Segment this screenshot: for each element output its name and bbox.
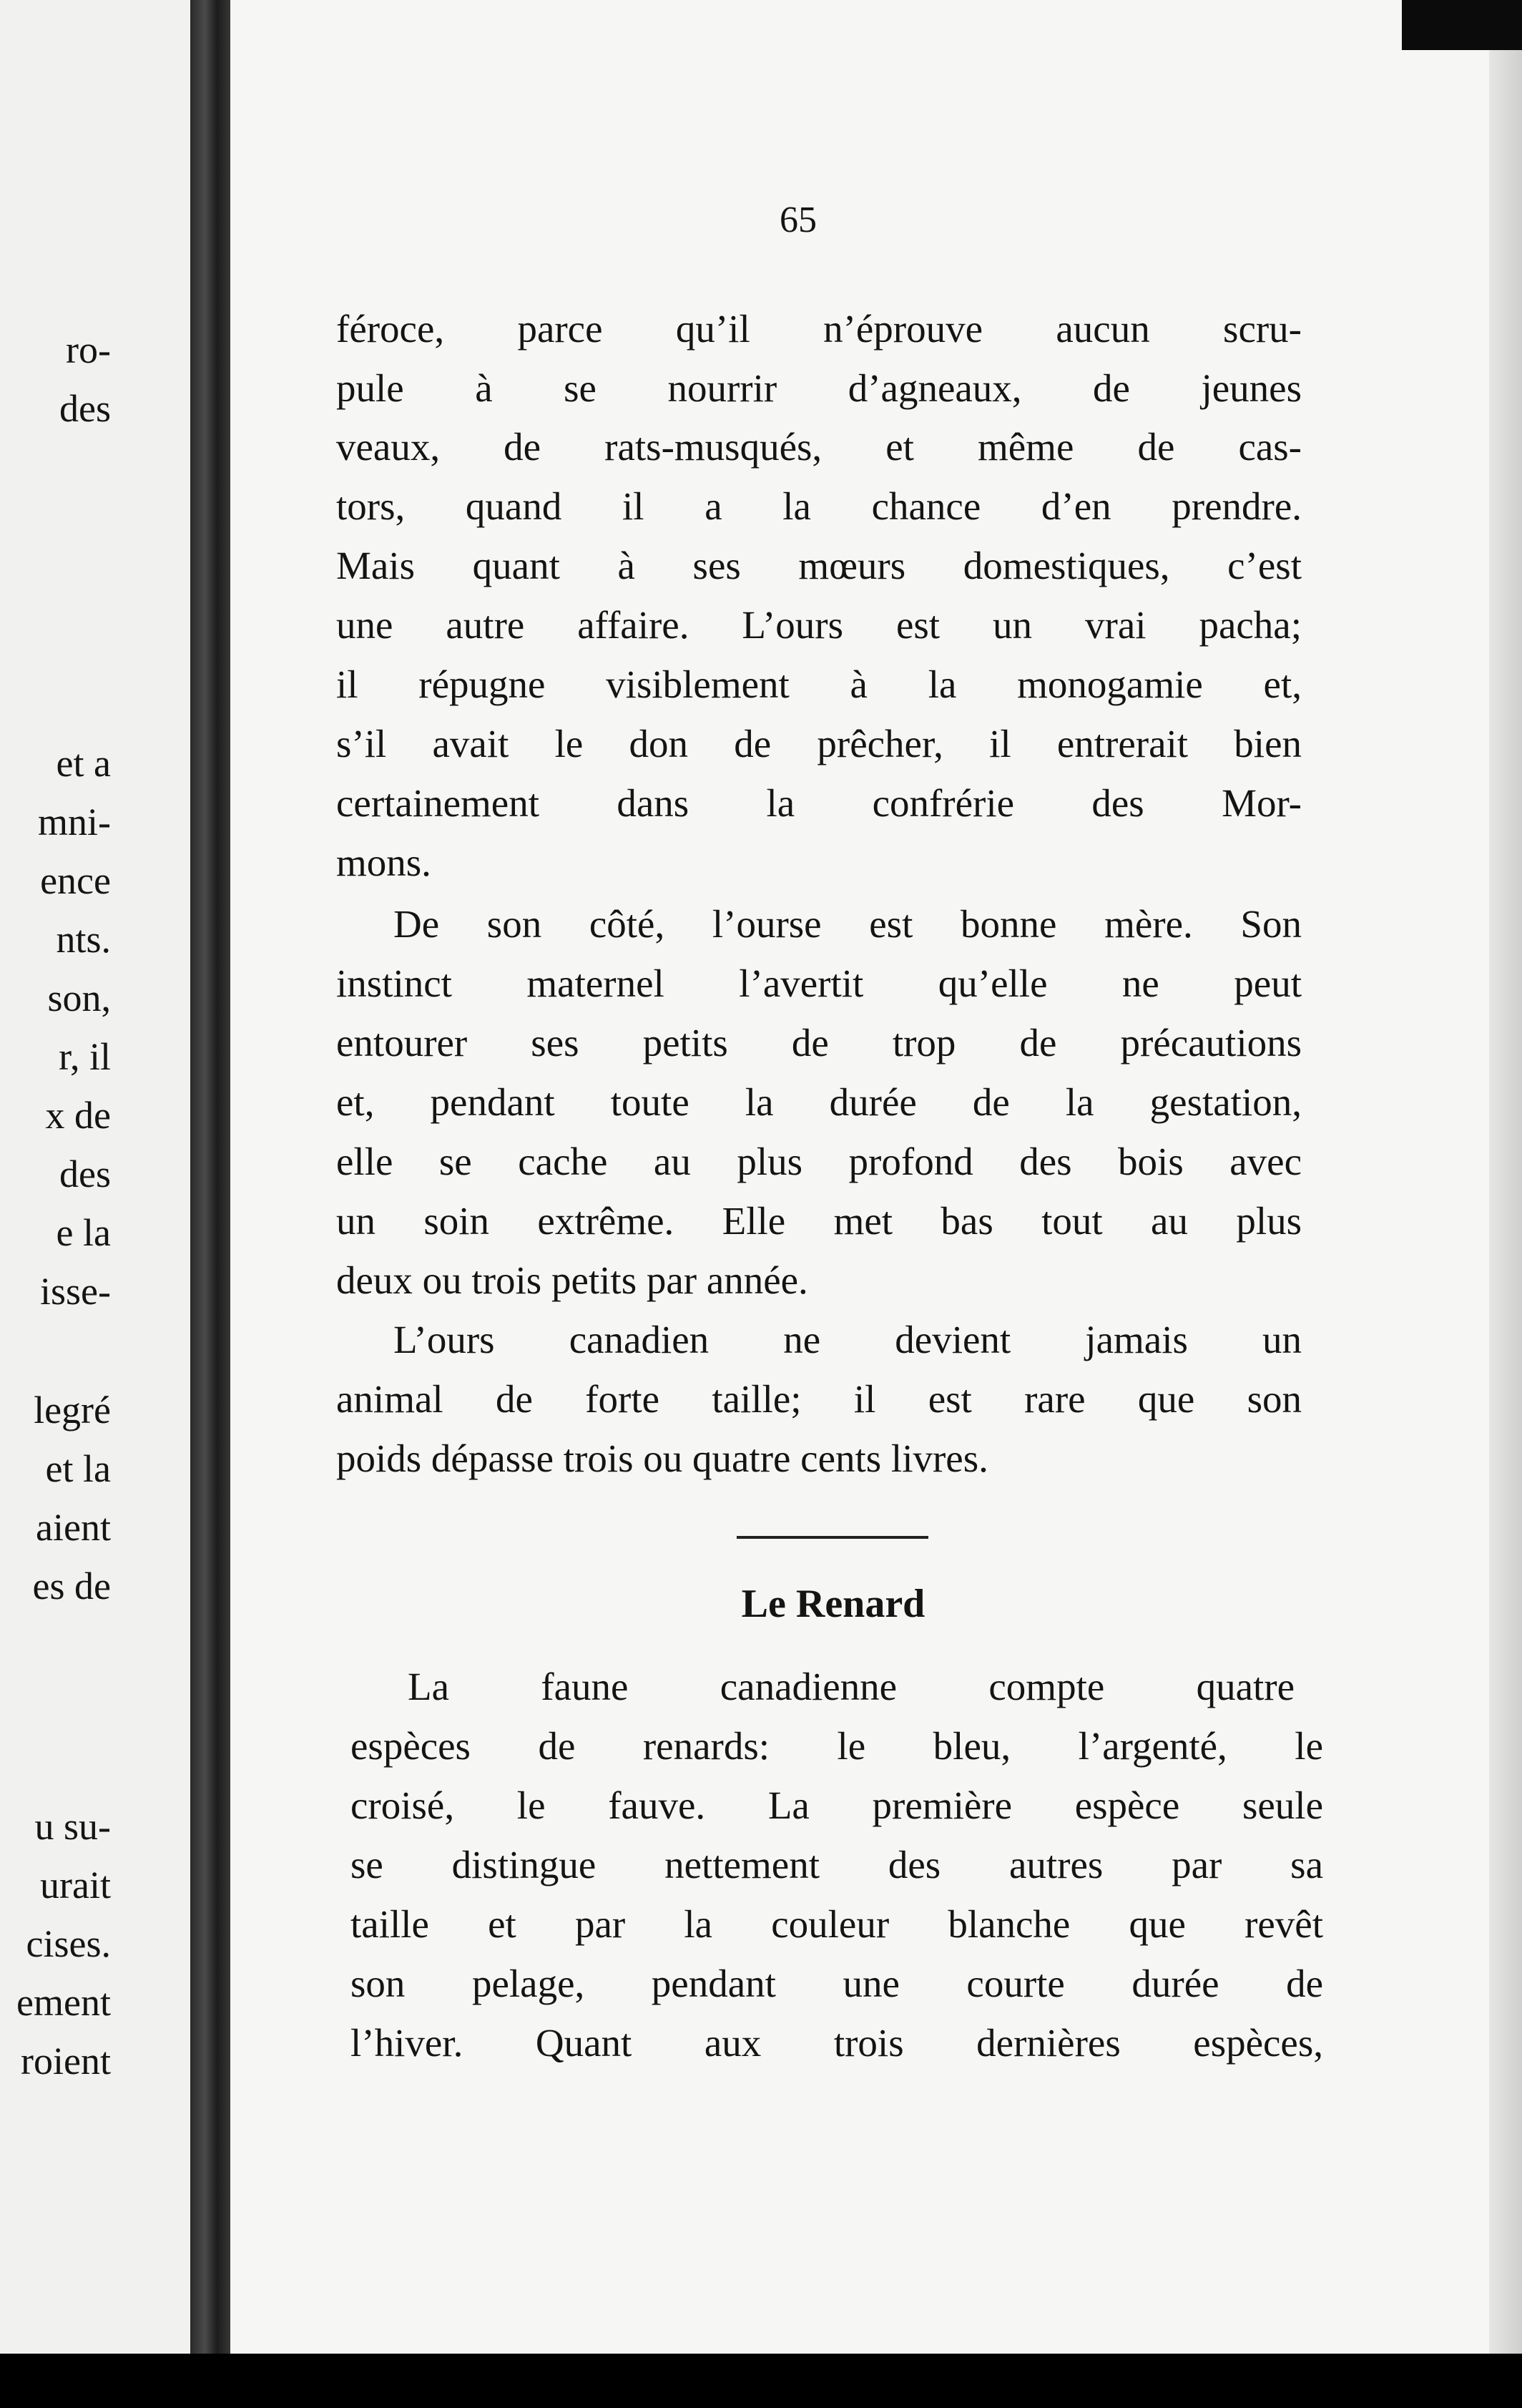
paragraph-line: L’ours canadien ne devient jamais un [393,1318,1302,1361]
book-gutter [190,0,232,2354]
paragraph-line: La faune canadienne compte quatre [408,1665,1295,1708]
paragraph-line: veaux, de rats-musqués, et même de cas- [336,425,1302,469]
left-text-fragment: e la [56,1211,111,1254]
paragraph-line: animal de forte taille; il est rare que son [336,1377,1302,1421]
left-text-fragment: cises. [26,1922,111,1965]
left-text-fragment: ement [16,1981,111,2024]
paragraph-line: et, pendant toute la durée de la gestation, [336,1080,1302,1124]
corner-shadow [1402,0,1522,50]
paragraph-line: féroce, parce qu’il n’éprouve aucun scru- [336,307,1302,351]
left-text-fragment: son, [47,977,111,1019]
left-text-fragment: u su- [34,1805,111,1848]
paragraph-line: s’il avait le don de prêcher, il entrerait bien [336,722,1302,765]
paragraph-line: Mais quant à ses mœurs domestiques, c’est [336,544,1302,587]
paragraph-line: espèces de renards: le bleu, l’argenté, le [350,1724,1323,1768]
left-text-fragment: des [59,1152,111,1195]
paragraph-line: il répugne visiblement à la monogamie et, [336,662,1302,706]
left-text-fragment: es de [32,1565,111,1607]
left-text-fragment: legré [34,1389,111,1431]
left-page [0,0,193,2354]
section-heading: Le Renard [741,1582,926,1626]
paragraph-line: l’hiver. Quant aux trois dernières espèces, [350,2021,1323,2065]
left-text-fragment: x de [45,1094,111,1137]
paragraph-line: pule à se nourrir d’agneaux, de jeunes [336,366,1302,410]
left-text-fragment: ro- [66,328,111,371]
paragraph-line: taille et par la couleur blanche que revêt [350,1902,1323,1946]
left-text-fragment: et la [45,1447,111,1490]
paragraph-line: une autre affaire. L’ours est un vrai pacha; [336,603,1302,647]
left-text-fragment: et a [56,742,111,785]
paragraph-line: croisé, le fauve. La première espèce seule [350,1783,1323,1827]
paragraph-line: De son côté, l’ourse est bonne mère. Son [393,902,1302,946]
left-text-fragment: mni- [38,801,111,843]
paragraph-line: mons. [336,841,431,884]
paragraph-line: son pelage, pendant une courte durée de [350,1962,1323,2005]
paragraph-line: se distingue nettement des autres par sa [350,1843,1323,1886]
left-text-fragment: aient [36,1506,111,1549]
paragraph-line: un soin extrême. Elle met bas tout au plus [336,1199,1302,1243]
page-number: 65 [780,200,817,240]
section-divider [737,1536,928,1539]
left-text-fragment: roient [21,2040,111,2082]
left-text-fragment: nts. [56,918,111,961]
paragraph-line: tors, quand il a la chance d’en prendre. [336,484,1302,528]
paragraph-line: entourer ses petits de trop de précautions [336,1021,1302,1064]
page-edge [1489,43,1522,2354]
paragraph-line: deux ou trois petits par année. [336,1258,808,1302]
paragraph-line: elle se cache au plus profond des bois avec [336,1140,1302,1183]
left-text-fragment: r, il [59,1035,111,1078]
paragraph-line: poids dépasse trois ou quatre cents livres. [336,1437,988,1480]
left-text-fragment: des [59,387,111,430]
left-text-fragment: ence [40,859,111,902]
left-text-fragment: isse- [40,1270,111,1313]
paragraph-line: certainement dans la confrérie des Mor- [336,781,1302,825]
paragraph-line: instinct maternel l’avertit qu’elle ne peut [336,961,1302,1005]
left-text-fragment: urait [40,1864,111,1907]
